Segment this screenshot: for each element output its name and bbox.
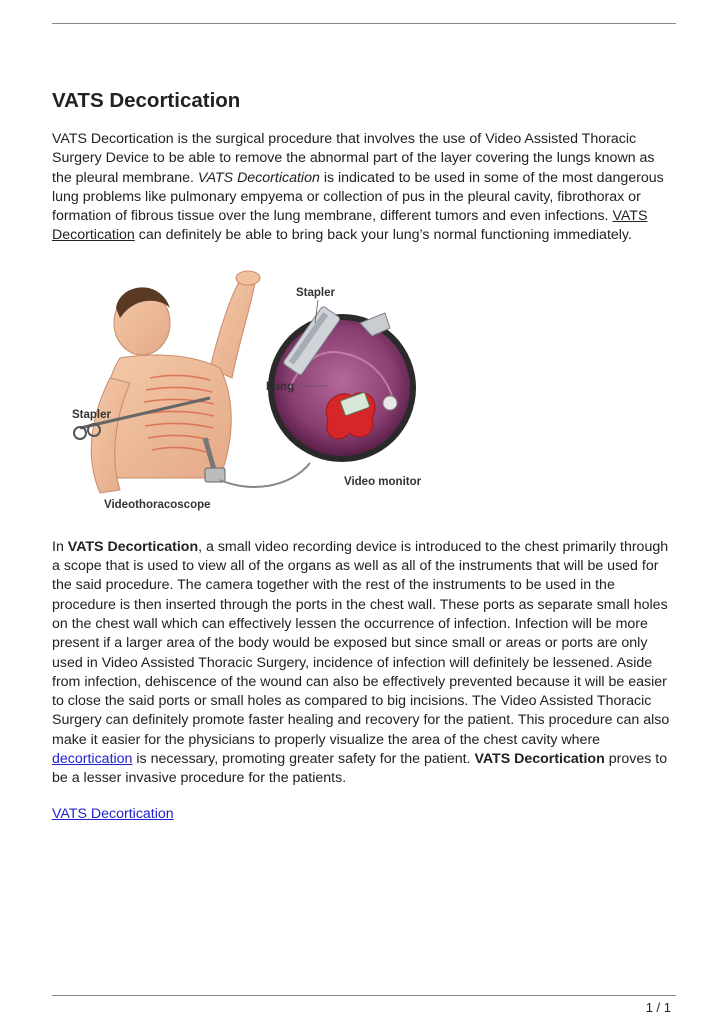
label-stapler-top: Stapler (296, 286, 335, 299)
main-text-1: In (52, 538, 68, 555)
intro-text-3: can definitely be able to bring back your lung’s normal functioning immediately. (134, 227, 632, 244)
document-body (52, 88, 678, 824)
intro-text-2: is indicated to be used in some of the most dangerous lung problems like pulmonary empyema or collection of pus in the pleural cavity, fibrothorax or formation of fibrous tissue over the lung membrane, different tumors and even infections. (52, 169, 664, 225)
label-stapler-left: Stapler (72, 408, 111, 421)
intro-italic: VATS Decortication (197, 169, 320, 186)
footer-rule (52, 995, 676, 996)
intro-link[interactable]: VATS Decortication (52, 208, 648, 244)
main-text-3: is necessary, promoting greater safety for the patient. (132, 751, 475, 768)
intro-text-1: VATS Decortication is the surgical procedure that involves the use of Video Assisted Thoracic Surgery Device to be able to remove the abnormal part of the layer covering the lungs known as the pleural membrane. (52, 131, 655, 186)
main-paragraph (52, 538, 678, 789)
patient-figure (91, 271, 260, 493)
illustration-svg (60, 268, 440, 518)
main-bold-1: VATS Decortication (67, 538, 199, 555)
header-rule (52, 23, 676, 24)
footer-link[interactable]: VATS Decortication (52, 805, 174, 822)
main-text-2: , a small video recording device is introduced to the chest primarily through a scope that is used to view all of the organs as well as all of the instruments that will be used for the said procedure. The camera together with the rest of the instruments to be used in the procedure is then inserted through the ports in the chest wall. These ports as separate small holes on the chest wall which can effectively lessen the occurrence of infection. Infection will be more present if a larger area of the body would be exposed but since small or areas or ports are only used in Video Assisted Thoracic Surgery, incidence of infection will definitely be lessened. Aside from infection, dehiscence of the wound can also be effectively prevented because it will be easier to close the said ports or small holes as compared to big incisions. The Video Assisted Thoracic Surgery can definitely promote faster healing and recovery for the patient. This procedure can also make it easier for the physicians to properly visualize the area of the chest cavity where (52, 538, 670, 748)
decortication-link[interactable]: decortication (52, 751, 133, 768)
page-title: VATS Decortication (52, 89, 241, 112)
main-bold-2: VATS Decortication (474, 751, 605, 768)
label-video-monitor: Video monitor (344, 475, 422, 488)
page-number: 1 / 1 (645, 1000, 671, 1015)
main-text-4: proves to be a lesser invasive procedure for the patients. (52, 751, 668, 787)
intro-paragraph (52, 130, 678, 246)
vats-illustration (60, 268, 440, 518)
label-lung: Lung (266, 380, 295, 393)
label-videothoracoscope: Videothoracoscope (104, 498, 211, 511)
